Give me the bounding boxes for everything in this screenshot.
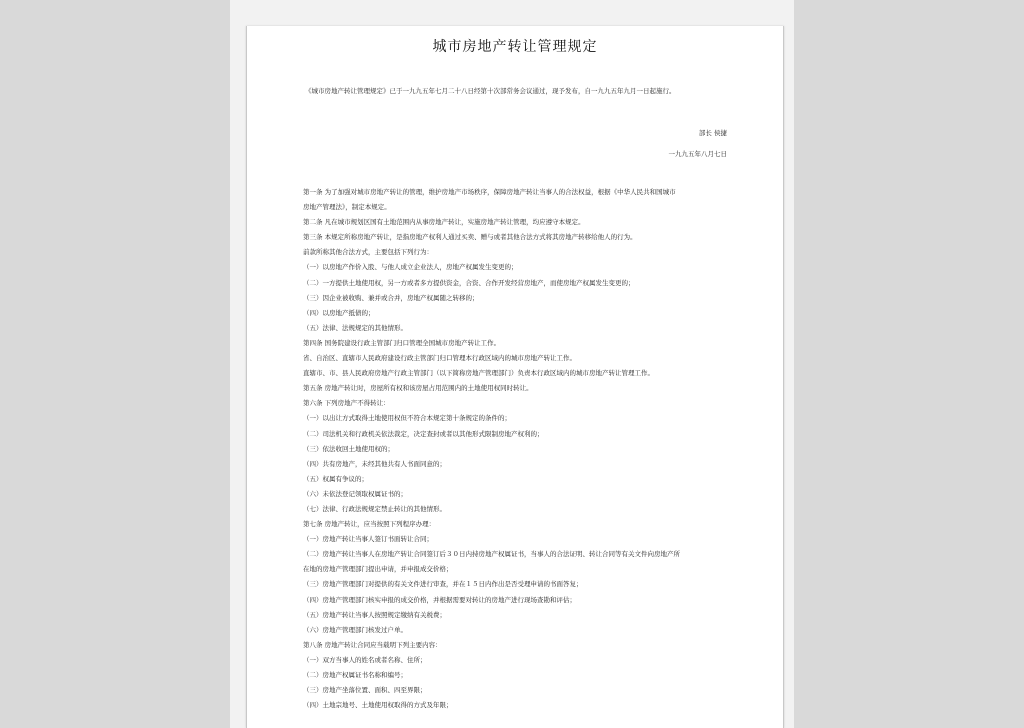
regulation-line: （六）房地产管理部门核发过户单。 xyxy=(303,625,407,634)
regulation-line: （三）房地产管理部门对提供的有关文件进行审查，并在１５日内作出是否受理申请的书面答复； xyxy=(303,580,583,589)
signatory: 部长 侯捷 xyxy=(698,129,727,137)
regulation-line: 第六条 下列房地产不得转让： xyxy=(303,399,390,408)
regulation-line: 直辖市、市、县人民政府房地产行政主管部门（以下简称房地产管理部门）负责本行政区域内的城市房地产转让管理工作。 xyxy=(303,369,654,378)
regulation-line: 第二条 凡在城市规划区国有土地范围内从事房地产转让，实施房地产转让管理，均应遵守本规定。 xyxy=(303,218,585,227)
regulation-line: （二）司法机关和行政机关依法裁定，决定查封或者以其他形式限制房地产权利的； xyxy=(303,429,544,438)
regulation-line: （二）房地产权属证书名称和编号； xyxy=(303,671,407,679)
regulation-line: 在地的房地产管理部门提出申请，并申报成交价格； xyxy=(303,565,453,574)
regulation-line: （一）以出让方式取得土地使用权但不符合本规定第十条规定的条件的； xyxy=(303,414,511,423)
regulation-line: （六）未依法登记领取权属证书的； xyxy=(303,489,407,498)
regulation-line: 第八条 房地产转让合同应当载明下列主要内容： xyxy=(303,640,442,649)
regulation-line: （七）法律、行政法规规定禁止转让的其他情形。 xyxy=(303,504,446,513)
regulation-line: （五）权属有争议的； xyxy=(303,474,368,483)
regulation-line: 第七条 房地产转让，应当按照下列程序办理： xyxy=(303,520,436,529)
regulation-line: 省、自治区、直辖市人民政府建设行政主管部门归口管理本行政区域内的城市房地产转让工作。 xyxy=(303,354,576,363)
regulation-line: （五）法律、法规规定的其他情形。 xyxy=(303,323,407,332)
regulation-line: 房地产管理法》，制定本规定。 xyxy=(303,203,391,212)
promulgation-notice: 《城市房地产转让管理规定》已于一九九五年七月二十八日经第十次部常务会议通过，现予发布，自一九九五年九月一日起施行。 xyxy=(305,87,676,95)
regulation-line: 第四条 国务院建设行政主管部门归口管理全国城市房地产转让工作。 xyxy=(303,338,501,347)
regulation-body xyxy=(303,188,733,716)
document-title: 城市房地产转让管理规定 xyxy=(432,39,598,55)
regulation-line: （一）以房地产作价入股、与他人成立企业法人，房地产权属发生变更的； xyxy=(303,263,518,272)
regulation-line: 第三条 本规定所称房地产转让，是指房地产权利人通过买卖、赠与或者其他合法方式将其房地产转移给他人的行为。 xyxy=(303,233,637,242)
regulation-line: （四）土地宗地号、土地使用权取得的方式及年限； xyxy=(303,701,453,710)
issue-date: 一九九五年八月七日 xyxy=(668,150,727,158)
regulation-line: 第一条 为了加强对城市房地产转让的管理，维护房地产市场秩序，保障房地产转让当事人的合法权益，根据《中华人民共和国城市 xyxy=(303,188,676,196)
regulation-line: （三）因企业被收购、兼并或合并，房地产权属随之转移的； xyxy=(303,293,479,302)
regulation-line: （四）以房地产抵债的； xyxy=(303,308,375,317)
regulation-line: （三）房地产坐落位置、面积、四至界限； xyxy=(303,686,427,695)
regulation-line: （四）共有房地产，未经其他共有人书面同意的； xyxy=(303,459,446,468)
document-page xyxy=(246,26,784,728)
regulation-line: （三）依法收回土地使用权的； xyxy=(303,444,394,453)
regulation-line: （五）房地产转让当事人按照规定缴纳有关税费； xyxy=(303,610,446,619)
regulation-line: （一）双方当事人的姓名或者名称、住所； xyxy=(303,655,427,664)
regulation-line: 前款所称其他合法方式，主要包括下列行为： xyxy=(303,248,433,257)
regulation-line: （一）房地产转让当事人签订书面转让合同； xyxy=(303,535,433,544)
regulation-line: （四）房地产管理部门核实申报的成交价格，并根据需要对转让的房地产进行现场查勘和评估； xyxy=(303,595,576,604)
regulation-line: 第五条 房地产转让时，房屋所有权和该房屋占用范围内的土地使用权同时转让。 xyxy=(303,384,533,393)
regulation-line: （二）一方提供土地使用权，另一方或者多方提供资金，合资、合作开发经营房地产，而使房地产权属发生变更的； xyxy=(303,278,635,287)
regulation-line: （二）房地产转让当事人在房地产转让合同签订后３０日内持房地产权属证书，当事人的合法证明、转让合同等有关文件向房地产所 xyxy=(303,550,680,559)
